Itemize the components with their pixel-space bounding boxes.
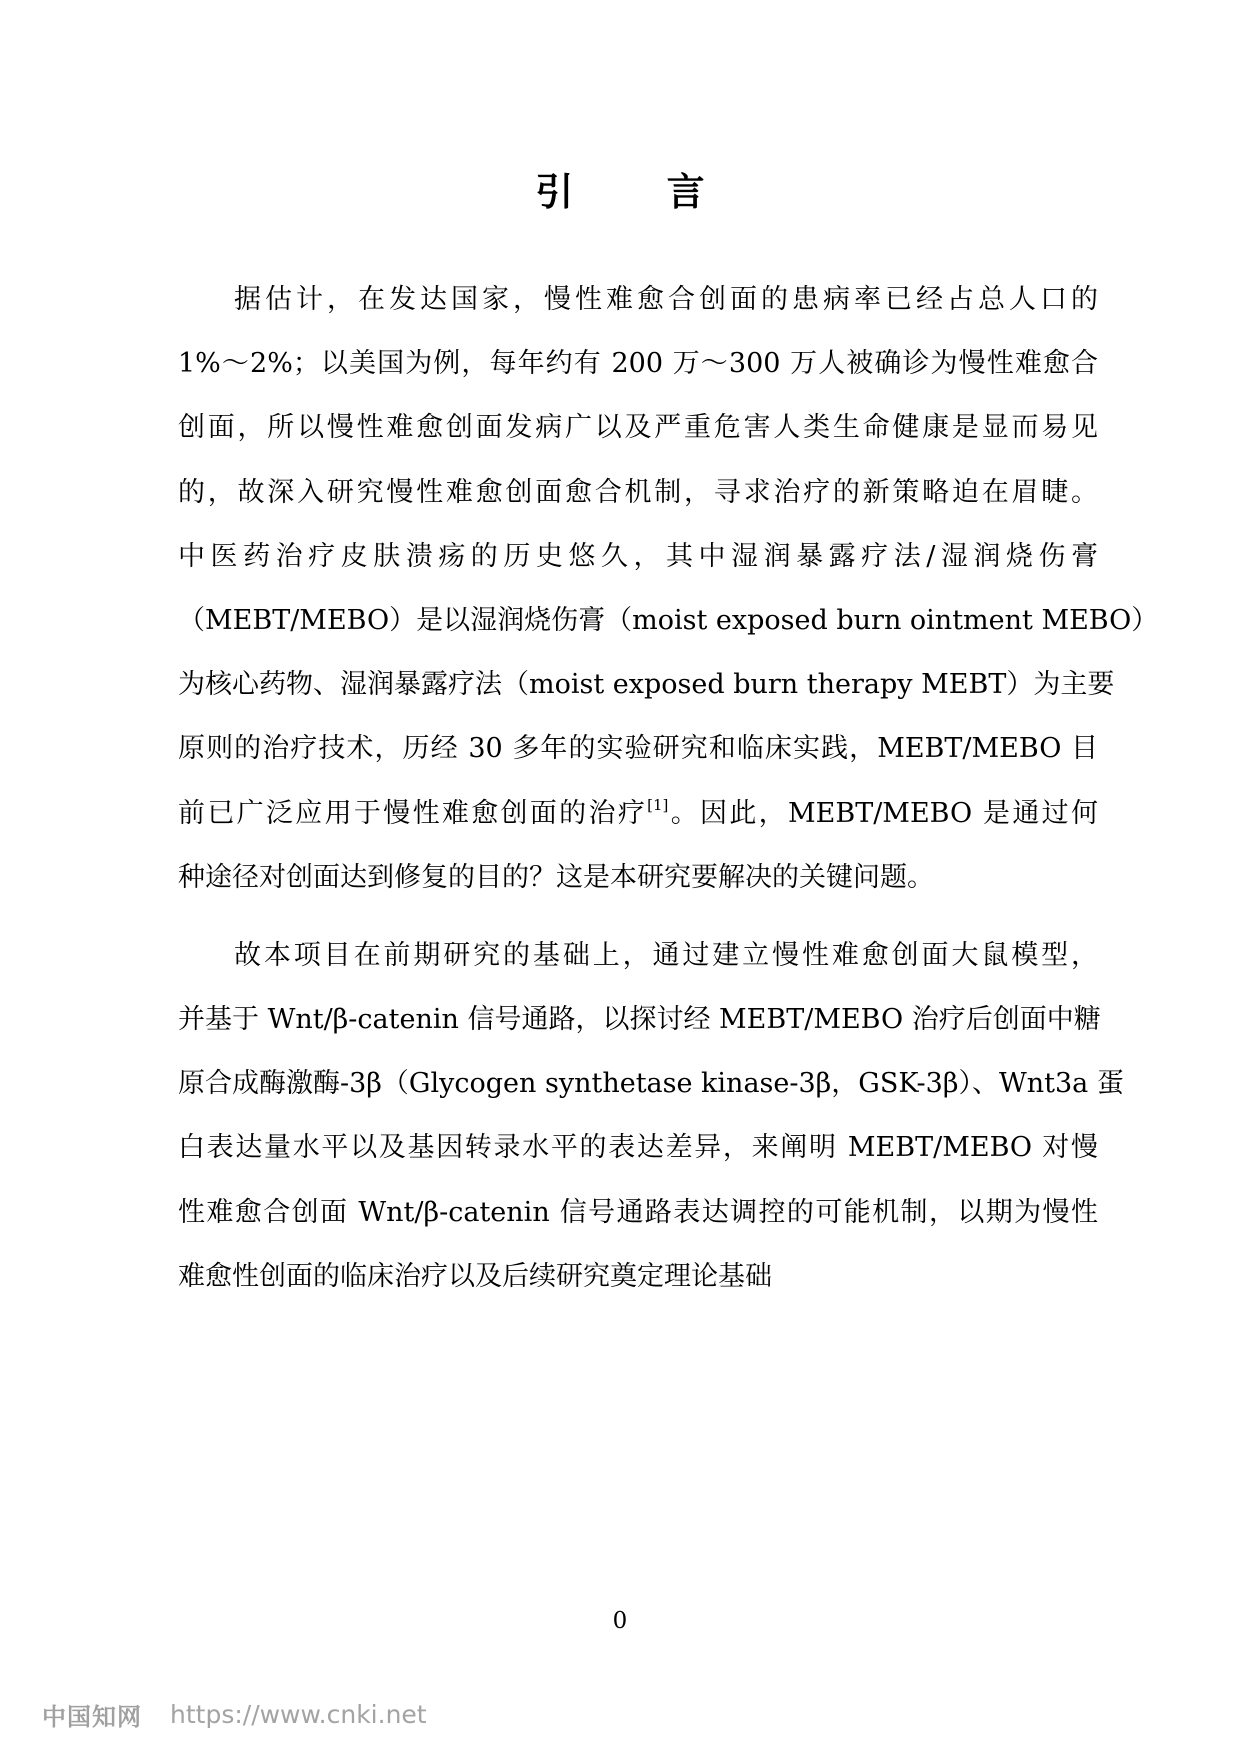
section-title: 引 言 [535, 170, 745, 214]
text-line-segment: 前已广泛应用于慢性难愈创面的治疗 [178, 797, 648, 829]
text-line-segment: 。因此，MEBT/MEBO 是通过何 [668, 797, 1098, 829]
text-line-with-citation [178, 782, 1098, 846]
body-text [178, 268, 1159, 1309]
paragraph-2 [178, 924, 1124, 1309]
text-line: 为核心药物、湿润暴露疗法（moist exposed burn therapy MEBT）为主要 [178, 669, 1115, 701]
text-line: 故本项目在前期研究的基础上，通过建立慢性难愈创面大鼠模型， [234, 939, 1098, 971]
text-line: 1%～2%；以美国为例，每年约有 200 万～300 万人被确诊为慢性难愈合 [178, 348, 1098, 380]
text-line: 据估计，在发达国家，慢性难愈合创面的患病率已经占总人口的 [234, 284, 1098, 315]
text-line: 创面，所以慢性难愈创面发病广以及严重危害人类生命健康是显而易见 [178, 412, 1098, 444]
citation-reference: [1] [647, 795, 669, 814]
footer-url[interactable]: https://www.cnki.net [170, 1699, 427, 1729]
text-line: 难愈性创面的临床治疗以及后续研究奠定理论基础 [178, 1260, 772, 1292]
page-number: 0 [612, 1608, 628, 1634]
text-line: 中医药治疗皮肤溃疡的历史悠久，其中湿润暴露疗法/湿润烧伤膏 [178, 540, 1098, 572]
footer-watermark [42, 1697, 427, 1731]
text-line: 的，故深入研究慢性难愈创面愈合机制，寻求治疗的新策略迫在眉睫。 [178, 476, 1098, 508]
paragraph-1 [178, 268, 1159, 910]
cnki-logo: 中国知网 [42, 1702, 142, 1731]
text-line: 原则的治疗技术，历经 30 多年的实验研究和临床实践，MEBT/MEBO 目 [178, 733, 1098, 765]
text-line: 原合成酶激酶-3β（Glycogen synthetase kinase-3β，GSK-3β）、Wnt3a 蛋 [178, 1068, 1124, 1100]
text-line: 并基于 Wnt/β-catenin 信号通路，以探讨经 MEBT/MEBO 治疗后创面中糖 [178, 1004, 1101, 1036]
text-line: 白表达量水平以及基因转录水平的表达差异，来阐明 MEBT/MEBO 对慢 [178, 1132, 1098, 1164]
text-line: 种途径对创面达到修复的目的？这是本研究要解决的关键问题。 [178, 861, 934, 893]
text-line: 性难愈合创面 Wnt/β-catenin 信号通路表达调控的可能机制，以期为慢性 [178, 1196, 1098, 1228]
text-line: （MEBT/MEBO）是以湿润烧伤膏（moist exposed burn ointment MEBO） [178, 604, 1159, 636]
paragraph-spacer [178, 910, 1098, 924]
